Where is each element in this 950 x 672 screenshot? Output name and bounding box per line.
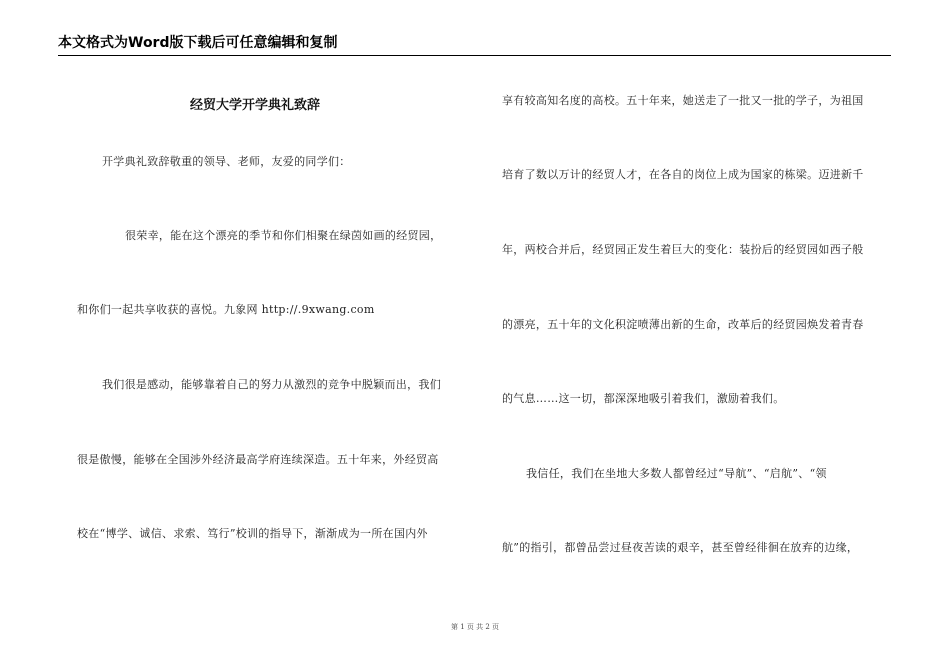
paragraph-line: 我信任，我们在坐地大多数人都曾经过“导航”、“启航”、“领 xyxy=(526,467,827,480)
page-indicator: 第 1 页 共 2 页 xyxy=(450,623,500,631)
paragraph-line: 我们很是感动，能够靠着自己的努力从激烈的竞争中脱颖而出，我们 xyxy=(102,378,441,391)
paragraph-line: 的漂亮，五十年的文化积淀喷薄出新的生命，改革后的经贸园焕发着青春 xyxy=(502,318,864,331)
paragraph-line: 年，两校合并后，经贸园正发生着巨大的变化：装扮后的经贸园如西子般 xyxy=(502,243,864,256)
paragraph-line: 很是傲慢，能够在全国涉外经济最高学府连续深造。五十年来，外经贸高 xyxy=(77,453,439,466)
paragraph-line: 和你们一起共享收获的喜悦。九象网 http://.9xwang.com xyxy=(77,303,375,316)
paragraph-line: 校在“博学、诚信、求索、笃行”校训的指导下，渐渐成为一所在国内外 xyxy=(77,527,428,540)
paragraph-line: 很荣幸，能在这个漂亮的季节和你们相聚在绿茵如画的经贸园， xyxy=(125,229,442,242)
paragraph-line: 开学典礼致辞敬重的领导、老师，友爱的同学们： xyxy=(102,155,351,168)
paragraph-line: 培育了数以万计的经贸人才，在各自的岗位上成为国家的栋梁。迈进新千 xyxy=(502,168,864,181)
document-title: 经贸大学开学典礼致辞 xyxy=(190,98,321,113)
document-header-banner: 本文格式为Word版下载后可任意编辑和复制 xyxy=(58,33,891,56)
paragraph-line: 享有较高知名度的高校。五十年来，她送走了一批又一批的学子，为祖国 xyxy=(502,94,864,107)
paragraph-line: 的气息……这一切，都深深地吸引着我们，激励着我们。 xyxy=(502,392,785,405)
paragraph-line: 航”的指引，都曾品尝过昼夜苦读的艰辛，甚至曾经徘徊在放弃的边缘， xyxy=(502,541,859,554)
